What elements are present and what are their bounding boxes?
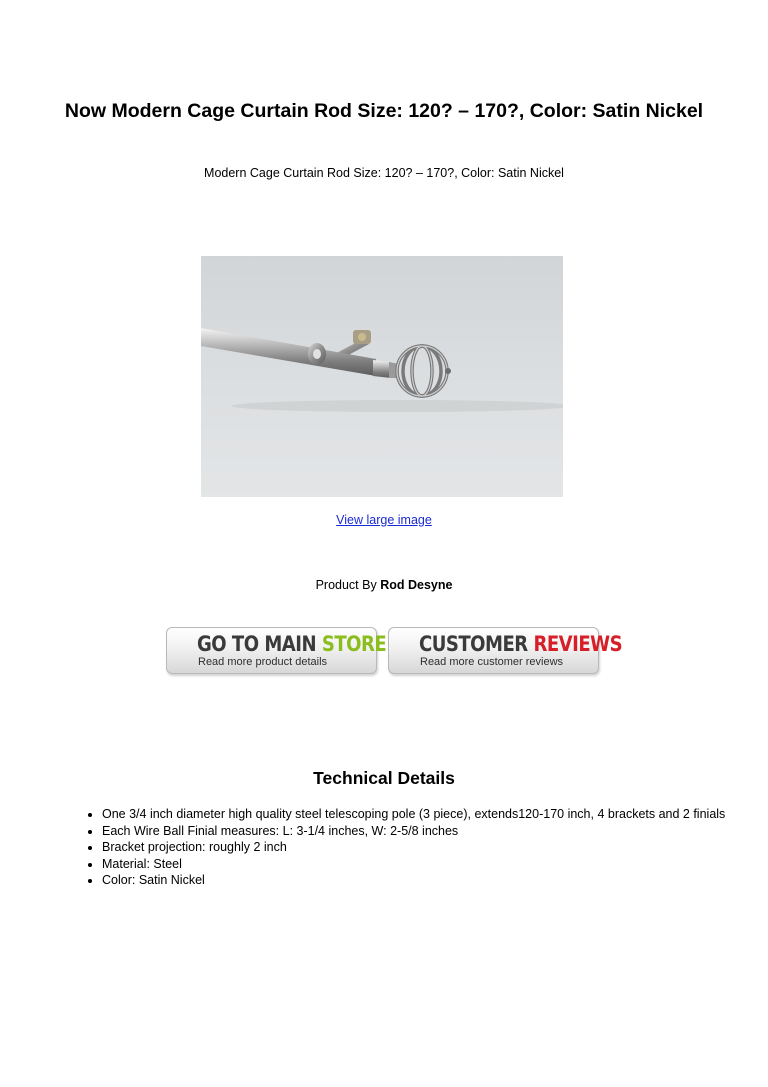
reviews-banner-word-customer: CUSTOMER xyxy=(419,632,528,656)
store-banner-word-main: MAIN xyxy=(264,632,317,656)
store-banner-heading xyxy=(197,631,386,657)
list-item: • One 3/4 inch diameter high quality steel telescoping pole (3 piece), extends120-170 inch, 4 brackets and 2 finials xyxy=(102,806,742,823)
technical-details-list xyxy=(88,806,742,889)
go-to-main-store-button[interactable] xyxy=(166,627,387,674)
technical-details-heading: Technical Details xyxy=(313,768,455,788)
store-banner-subtext: Read more product details xyxy=(198,656,328,668)
list-item: • Each Wire Ball Finial measures: L: 3-1/4 inches, W: 2-5/8 inches xyxy=(102,823,742,840)
brand-name: Rod Desyne xyxy=(380,578,453,592)
store-banner-word-goto: GO TO xyxy=(197,632,259,656)
curtain-rod-illustration xyxy=(201,256,563,497)
page-title: Now Modern Cage Curtain Rod Size: 120? – 170?, Color: Satin Nickel xyxy=(64,100,704,122)
list-item: • Color: Satin Nickel xyxy=(102,872,742,889)
product-by-label: Product By xyxy=(315,578,377,592)
product-subtitle: Modern Cage Curtain Rod Size: 120? – 170?, Color: Satin Nickel xyxy=(204,166,564,180)
customer-reviews-button[interactable] xyxy=(388,627,623,674)
reviews-banner-heading xyxy=(419,631,622,657)
reviews-banner-word-reviews: REVIEWS xyxy=(533,632,623,656)
list-item: • Bracket projection: roughly 2 inch xyxy=(102,839,742,856)
reviews-banner-subtext: Read more customer reviews xyxy=(420,656,564,668)
list-item: • Material: Steel xyxy=(102,856,742,873)
view-large-image-link[interactable]: View large image xyxy=(336,513,432,527)
store-banner-word-store: STORE xyxy=(321,632,387,656)
product-image[interactable] xyxy=(201,256,563,497)
product-by xyxy=(0,578,768,592)
view-large-image-container xyxy=(0,513,768,527)
